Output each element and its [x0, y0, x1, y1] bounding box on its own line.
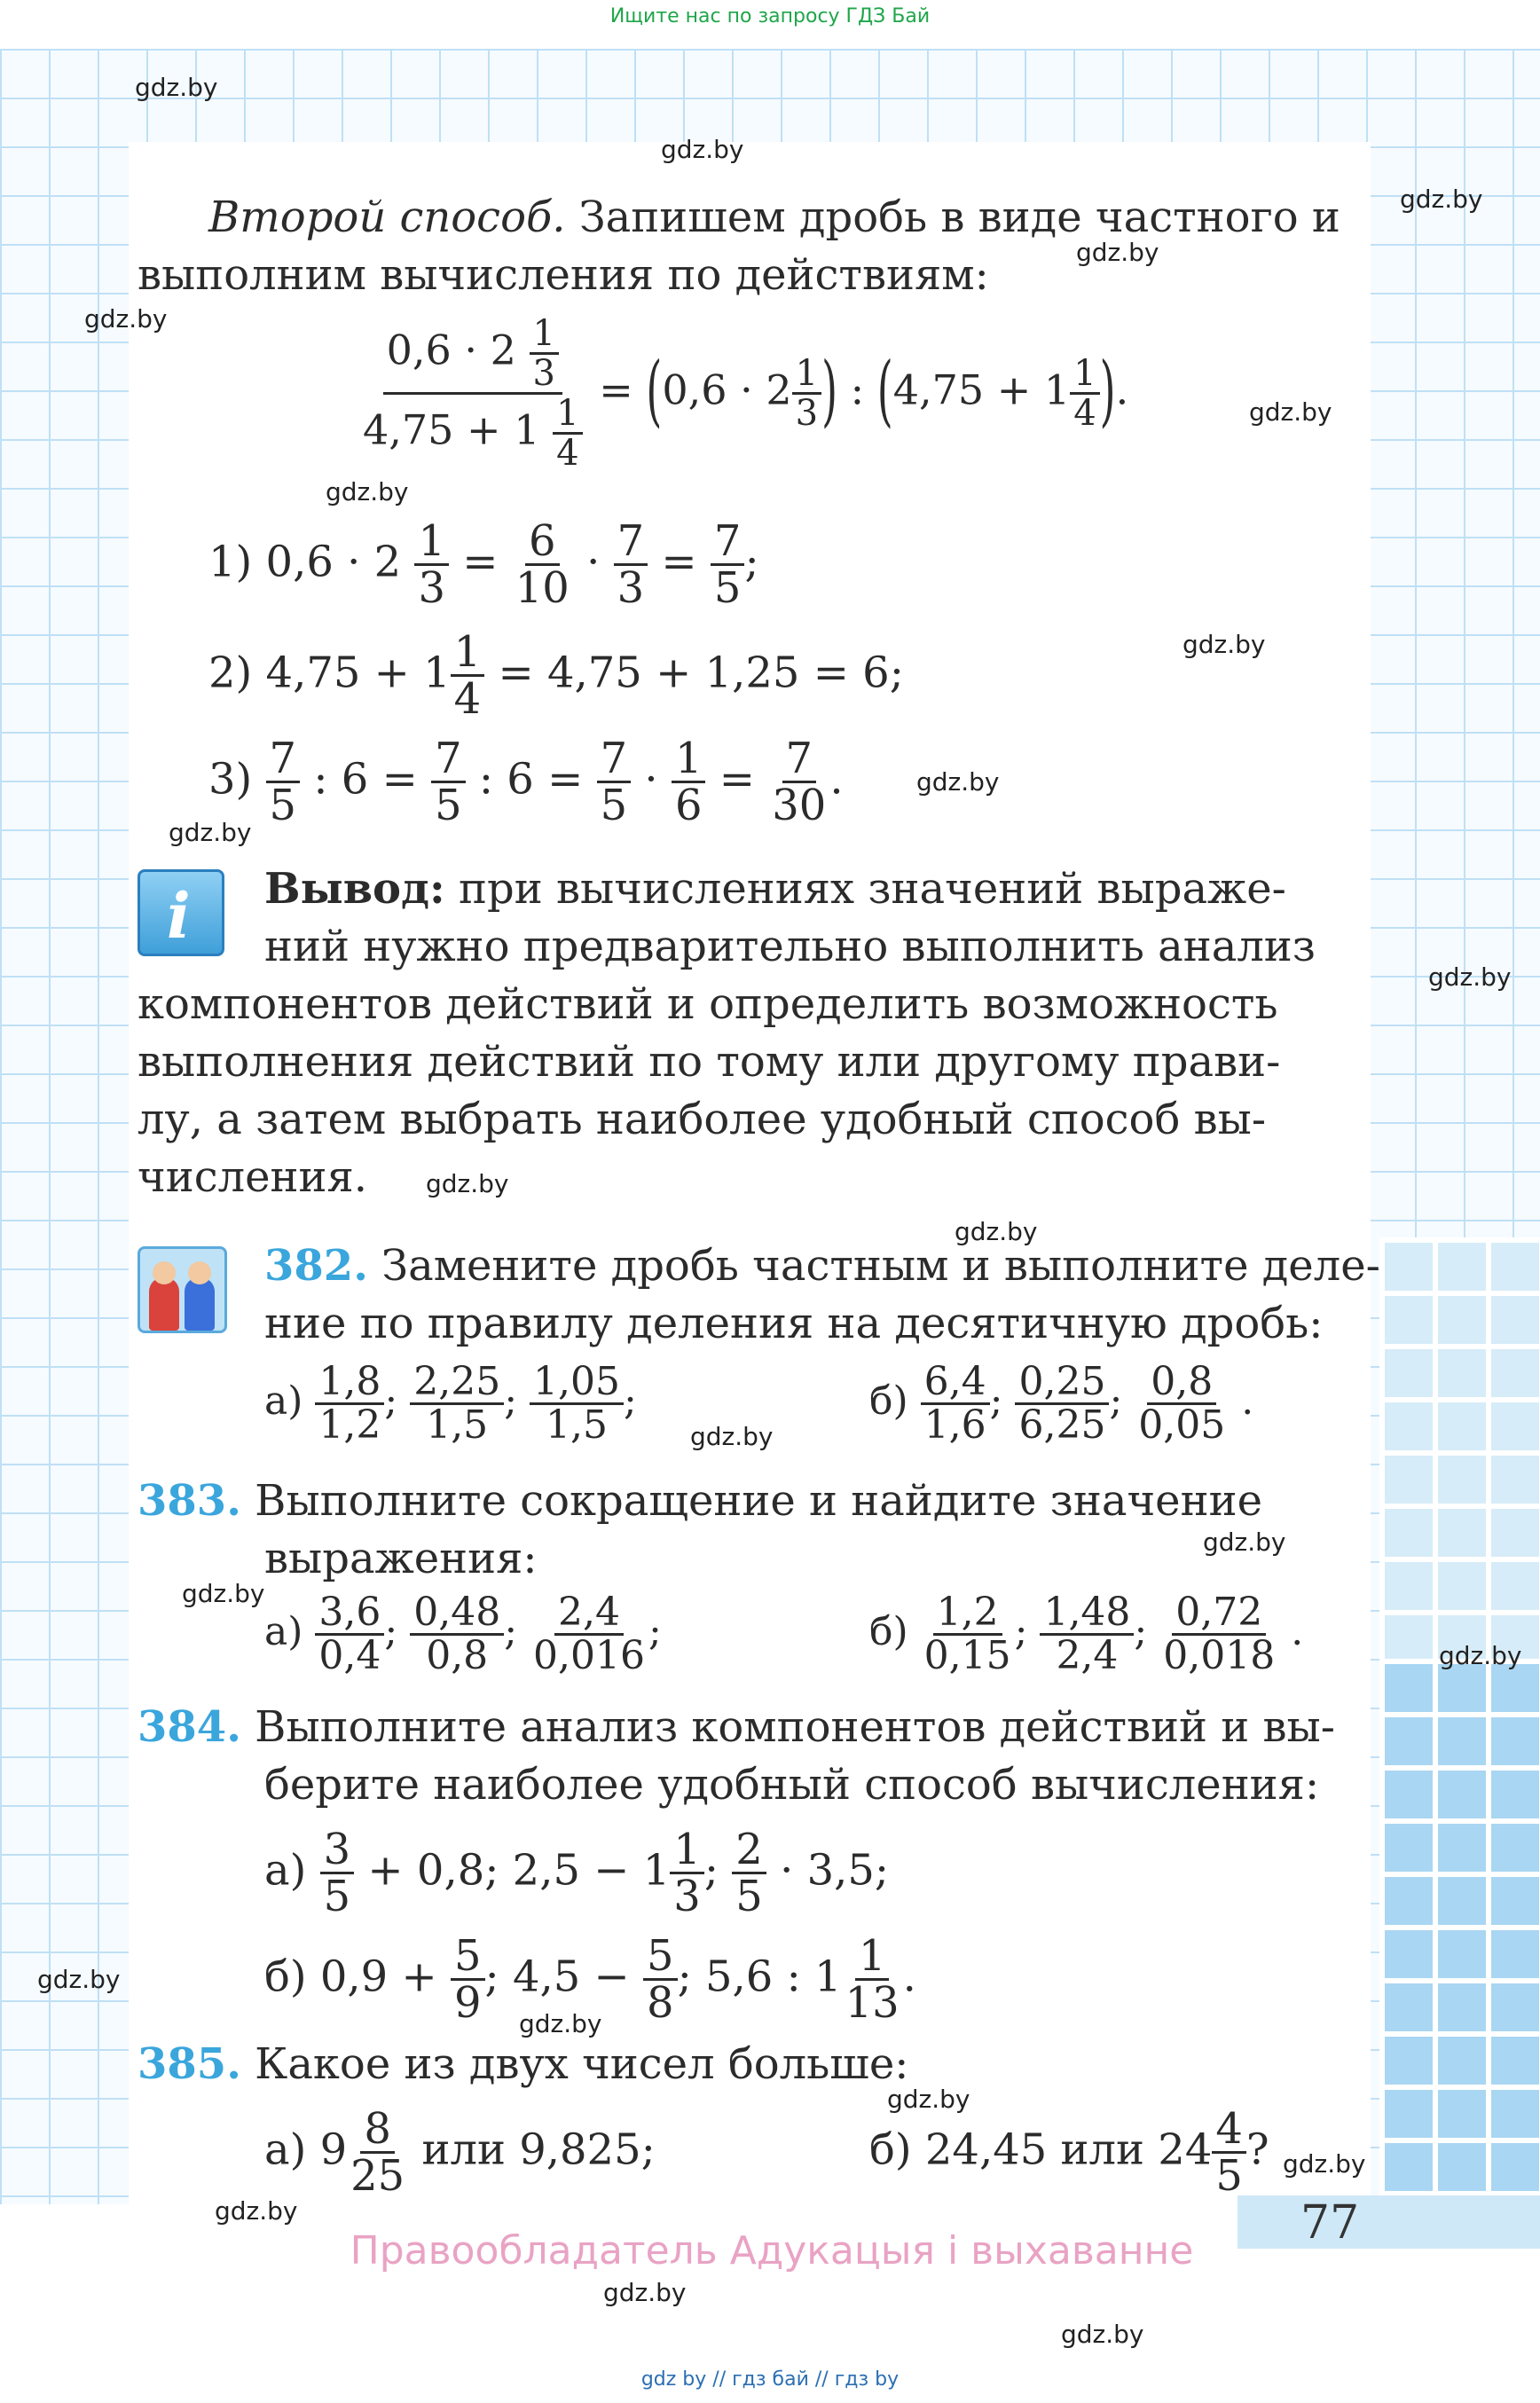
ex382-a: а) $\frac{1,8}{1,2}$ ; $\frac{2,25}{1,5}$ ; $\frac{1,05}{1,5}$ ;	[264, 1359, 637, 1449]
watermark: gdz.by	[169, 818, 252, 847]
ex382-line-1: 382. Замените дробь частным и выполните деле-	[264, 1241, 1380, 1291]
main-fraction: 0,6 · 2 $\frac{1}{3}$ 4,75 + 1 $\frac{1}{4}$	[359, 315, 586, 472]
watermark: gdz.by	[1439, 1641, 1522, 1670]
step-2: 2) 4,75 + 1 $\frac{1}{4}$ = 4,75 + 1,25 = 6;	[208, 627, 904, 725]
ex383-line-1: 383. Выполните сокращение и найдите значение	[138, 1476, 1262, 1526]
conclusion-line-6: числения.	[138, 1152, 368, 1202]
info-icon: i	[138, 869, 224, 956]
watermark: gdz.by	[135, 73, 218, 102]
watermark: gdz.by	[661, 135, 744, 164]
watermark: gdz.by	[84, 304, 168, 334]
conclusion-line-1: Вывод: при вычислениях значений выраже-	[264, 864, 1286, 914]
second-method-text: Запишем дробь в виде частного и	[565, 192, 1340, 242]
watermark: gdz.by	[603, 2278, 687, 2307]
ex382-b: б) $\frac{6,4}{1,6}$ ; $\frac{0,25}{6,25}$ ; $\frac{0,8}{0,05}$ .	[869, 1359, 1254, 1449]
page-number-bar	[1238, 2195, 1540, 2249]
watermark: gdz.by	[519, 2009, 602, 2038]
conclusion-line-5: лу, а затем выбрать наиболее удобный способ вы-	[138, 1095, 1267, 1144]
watermark: gdz.by	[1400, 185, 1483, 214]
watermark: gdz.by	[916, 767, 1000, 797]
top-banner-link[interactable]: Ищите нас по запросу ГДЗ Бай	[609, 5, 931, 27]
ex385-a: а) 9 $\frac{8}{25}$ или 9,825;	[264, 2104, 656, 2202]
watermark: gdz.by	[955, 1217, 1038, 1246]
pair-work-icon	[138, 1246, 227, 1333]
watermark: gdz.by	[1283, 2149, 1366, 2179]
watermark: gdz.by	[1076, 238, 1159, 267]
watermark: gdz.by	[1061, 2320, 1144, 2349]
watermark: gdz.by	[215, 2196, 298, 2226]
conclusion-line-2: ний нужно предварительно выполнить анализ	[264, 922, 1316, 971]
bottom-links[interactable]: gdz by // гдз бай // гдз by	[640, 2368, 900, 2391]
watermark: gdz.by	[1203, 1527, 1286, 1557]
ex383-a: а) $\frac{3,6}{0,4}$ ; $\frac{0,48}{0,8}$ ; $\frac{2,4}{0,016}$ ;	[264, 1590, 662, 1679]
ex382-line-2: ние по правилу деления на десятичную дробь:	[264, 1299, 1324, 1348]
ex384-line-1: 384. Выполните анализ компонентов действий и вы-	[138, 1702, 1335, 1752]
watermark: gdz.by	[1428, 962, 1512, 992]
second-method-line-1	[208, 189, 1340, 246]
watermark: gdz.by	[1249, 397, 1332, 427]
step-1: 1) 0,6 · 2 $\frac{1}{3}$ = $\frac{6}{10}$ · $\frac{7}{3}$ = $\frac{7}{5}$ ;	[208, 516, 759, 614]
watermark: gdz.by	[37, 1965, 121, 1994]
second-method-lead: Второй способ.	[208, 192, 566, 242]
copyright-footer: Правообладатель Адукацыя і выхаванне	[350, 2228, 1194, 2273]
watermark: gdz.by	[887, 2085, 970, 2114]
margin-tile-band-dense	[1379, 1659, 1540, 2204]
watermark: gdz.by	[182, 1579, 265, 1608]
ex384-a: а) $\frac{3}{5}$ + 0,8; 2,5 − 1 $\frac{1}{3}$ ; $\frac{2}{5}$ · 3,5;	[264, 1825, 890, 1922]
step-3: 3) $\frac{7}{5}$ : 6 = $\frac{7}{5}$ : 6 = $\frac{7}{5}$ · $\frac{1}{6}$ = $\frac{7}{30}$ .	[208, 734, 844, 831]
main-expression: 0,6 · 2 $\frac{1}{3}$ 4,75 + 1 $\frac{1}{4}$ = (0,6 · 2 $\frac{1}{3}$ ) : (4,75 + 1 $\frac{1}{4}$ ).	[359, 315, 1128, 472]
watermark: gdz.by	[426, 1169, 509, 1198]
conclusion-line-3: компонентов действий и определить возможность	[138, 979, 1278, 1029]
ex384-b: б) 0,9 + $\frac{5}{9}$ ; 4,5 − $\frac{5}{8}$ ; 5,6 : 1 $\frac{1}{13}$ .	[264, 1931, 916, 2029]
ex383-line-2: выражения:	[264, 1534, 538, 1583]
second-method-line-2: выполним вычисления по действиям:	[138, 250, 989, 300]
watermark: gdz.by	[1182, 630, 1266, 659]
watermark: gdz.by	[690, 1422, 774, 1451]
conclusion-line-4: выполнения действий по тому или другому прави-	[138, 1037, 1281, 1087]
ex384-line-2: берите наиболее удобный способ вычисления:	[264, 1760, 1320, 1810]
watermark: gdz.by	[326, 477, 409, 507]
ex385-b: б) 24,45 или 24 $\frac{4}{5}$ ?	[869, 2104, 1269, 2202]
page-number: 77	[1300, 2196, 1360, 2250]
ex385-line-1: 385. Какое из двух чисел больше:	[138, 2039, 909, 2089]
ex383-b: б) $\frac{1,2}{0,15}$ ; $\frac{1,48}{2,4}$ ; $\frac{0,72}{0,018}$ .	[869, 1590, 1304, 1679]
